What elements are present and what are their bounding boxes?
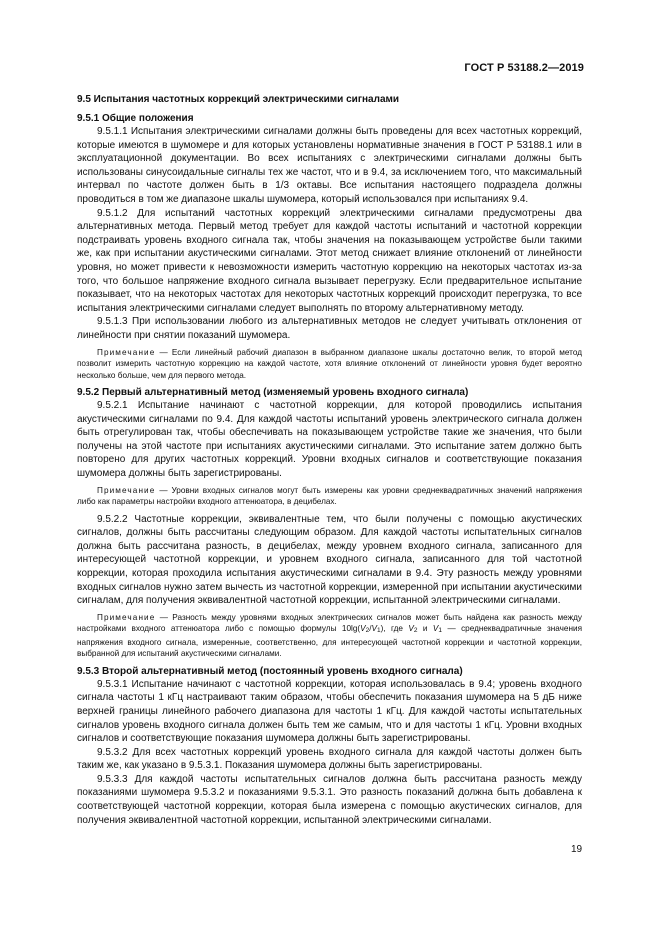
formula-v: V [371, 624, 377, 634]
note-label: Примечание [97, 485, 156, 495]
subsection-title-9-5-2: 9.5.2 Первый альтернативный метод (изменяемый уровень входного сигнала) [77, 387, 469, 398]
page-number: 19 [571, 844, 583, 855]
paragraph-9-5-3-3: 9.5.3.3 Для каждой частоты испытательных сигналов должна быть рассчитана разность между показаниями шумомера 9.5.3.2 и показаниями 9.5.3.1. Это разность показаний должна быть добавлена к соответствующей частотной коррекции, которая была измерена с помощью акустических сигналов, для получения эквивалентной частотной коррекции, испытанной электрическими сигналами. [77, 773, 582, 826]
paragraph-9-5-1-1: 9.5.1.1 Испытания электрическими сигналами должны быть проведены для всех частотных коррекций, которые имеются в шумомере и для которых установлены нормативные значения в ГОСТ Р 53188.1 или в эксплуатационной документации. Во всех испытаниях с электрическими сигналами должны быть использованы синусоидальные сигналы тех же частот, что и в 9.4, за исключением того, что максимальный интервал по частоте должен быть в 1/3 октавы. Все испытания настоящего подраздела должны проводиться в том же диапазоне шкалы шумомера, который использовался при испытаниях 9.4. [77, 126, 582, 205]
note-text-and: и [417, 624, 433, 634]
paragraph-9-5-1-3: 9.5.1.3 При использовании любого из альтернативных методов не следует учитывать отклонения от линейности при снятии показаний шумомера. [77, 316, 582, 341]
paragraph-9-5-3-1: 9.5.3.1 Испытание начинают с частотной коррекции, которая использовалась в 9.4; уровень входного сигнала частоты 1 кГц настраивают таким образом, чтобы обеспечить показания шумомера на 5 дБ ниже верхней границы линейного рабочего диапазона для частоты 1 кГц. Для каждой частоты испытательных сигналов уровень входного сигнала должен быть тем же самым, что и для частоты 1 кГц. Уровни входных сигналов и соответствующие показания шумомера должны быть зарегистрированы. [77, 678, 582, 745]
note-text: — Если линейный рабочий диапазон в выбранном диапазоне шкалы достаточно велик, то второй метод позволит измерить частотную коррекцию на каждой частоте, хотя влияние отклонений от линейности уровня будет вероятно несколько больше, чем для первого метода. [77, 347, 582, 380]
document-header: ГОСТ Р 53188.2—2019 [464, 62, 584, 74]
document-body [77, 93, 582, 827]
subsection-title-9-5-3: 9.5.3 Второй альтернативный метод (постоянный уровень входного сигнала) [77, 665, 463, 677]
note-label: Примечание [97, 612, 156, 622]
note-9-5-2-1 [77, 485, 582, 508]
paragraph-9-5-2-2: 9.5.2.2 Частотные коррекции, эквивалентные тем, что были получены с помощью акустических сигналов, должны быть рассчитаны следующим образом. Для каждой частоты испытательных сигналов должна быть рассчитана разность, в децибелах, между уровнем входного сигнала, записанного для интересующей частотной коррекции, и уровнем входного сигнала, записанного для той частотной коррекции, которая проходила испытания акустическими сигналами в 9.4. Эту разность между уровнями входных сигналов нужно затем вычесть из частотной коррекции, измеренной при испытании акустическими сигналам, для получения эквивалентной частотной коррекции, испытанной электрическими сигналами. [77, 513, 582, 607]
paragraph-9-5-3-2: 9.5.3.2 Для всех частотных коррекций уровень входного сигнала для каждой частоты должен быть таким же, как указано в 9.5.3.1. Показания шумомера должны быть зарегистрированы. [77, 746, 582, 772]
paragraph-9-5-1-2: 9.5.1.2 Для испытаний частотных коррекций электрическими сигналами предусмотрены два альтернативных метода. Первый метод требует для каждой частоты испытаний и частотной коррекции подстраивать уровень входного сигнала так, чтобы значения на показывающем устройстве были такими же, как при испытании акустическими сигналами. Этот метод снижает влияние отклонений от линейности уровня, но может привести к невозможности измерить частотную коррекцию на некоторых частотах из-за того, что большое напряжение входного сигнала вызывает перегрузку. Если предварительное испытание показывает, что на некоторых частотах для некоторых частотных коррекций происходит перегрузка, то все испытания электрическими сигналами следует выполнять по второму альтернативному методу. [77, 207, 582, 314]
note-text: — Уровни входных сигналов могут быть измерены как уровни среднеквадратичных значений напряжения либо как параметры настройки входного аттенюатора, в децибелах. [77, 485, 582, 507]
formula-sub: 1 [376, 627, 381, 635]
note-9-5-2-2 [77, 612, 582, 660]
formula-v: V [360, 624, 366, 634]
subsection-title-9-5-1: 9.5.1 Общие положения [77, 113, 194, 124]
note-9-5-1 [77, 347, 582, 382]
formula-slash: / [369, 624, 372, 634]
formula-sub: 2 [413, 627, 418, 635]
note-text-post: — среднеквадратичные значения напряжения входного сигнала, измеренные, соответственно, для интересующей частотной коррекции и частотной коррекции, выбранной для испытаний акустическими сигналами. [77, 624, 583, 659]
paragraph-9-5-2-1: 9.5.2.1 Испытание начинают с частотной коррекции, для которой проводились испытания акустическими сигналами по 9.4. Для каждой частоты испытаний уровень электрического сигнала должен быть отрегулирован так, чтобы обеспечивать на показывающем устройстве такие же значения, что были получены на этой частоте при испытаниях акустическими сигналами. Это испытание затем должно быть повторено для других частотных коррекций. Уровни входных сигналов и соответствующие показания шумомера должны быть зарегистрированы. [77, 400, 582, 479]
note-label: Примечание [97, 347, 156, 357]
formula-v: V [432, 624, 439, 634]
note-text-pre: — Разность между уровнями входных электрических сигналов может быть найдена как разность между настройками входного аттенюатора либо с помощью формулы 10lg( [77, 612, 582, 634]
formula-sub: 1 [438, 627, 443, 635]
section-title-9-5: 9.5 Испытания частотных коррекций электрическими сигналами [77, 94, 400, 105]
formula-sub: 2 [365, 627, 370, 635]
note-text-mid: ), где [380, 624, 409, 634]
formula-v: V [408, 624, 414, 634]
